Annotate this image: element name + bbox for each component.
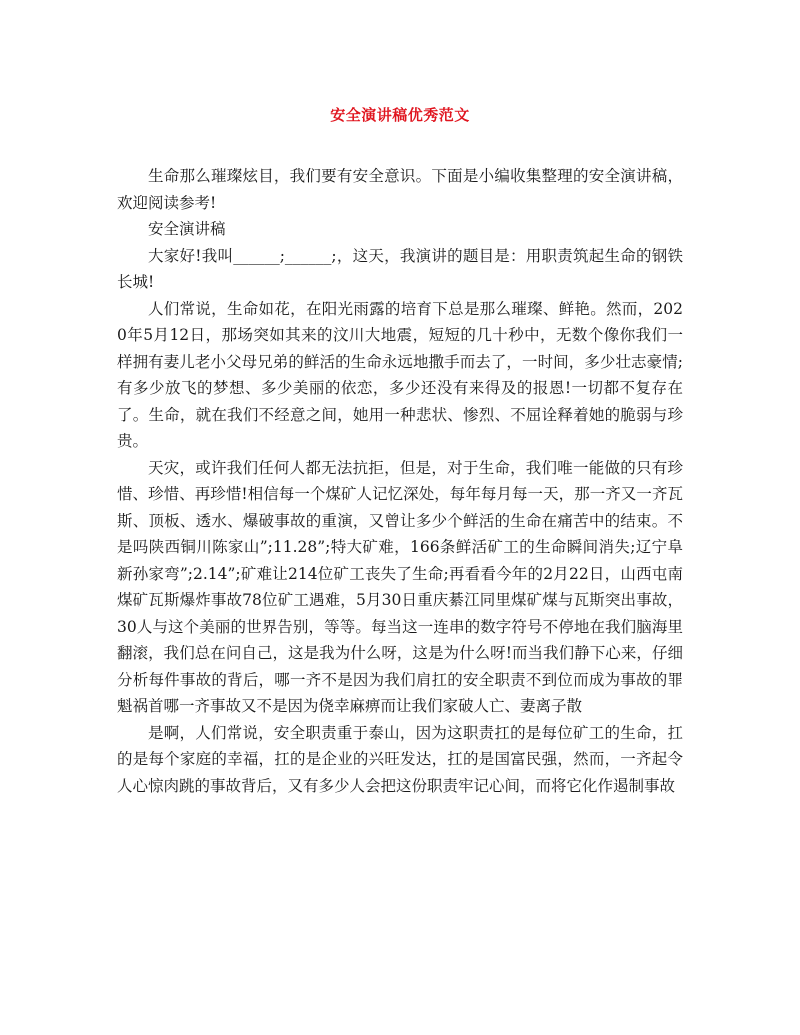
paragraph-intro: 生命那么璀璨炫目，我们要有安全意识。下面是小编收集整理的安全演讲稿，欢迎阅读参考!	[117, 167, 683, 212]
document-body	[117, 163, 683, 799]
paragraph-greeting: 大家好!我叫______;______;，这天，我演讲的题目是：用职责筑起生命的钢铁长城!	[117, 246, 683, 291]
paragraph-responsibility: 是啊，人们常说，安全职责重于泰山，因为这职责扛的是每位矿工的生命，扛的是每个家庭的幸福，扛的是企业的兴旺发达，扛的是国富民强，然而，一齐起令人心惊肉跳的事故背后，又有多少人会把这份职责牢记心间，而将它化作遏制事故	[117, 723, 683, 795]
paragraph-subheading: 安全演讲稿	[148, 220, 226, 238]
paragraph-earthquake: 人们常说，生命如花，在阳光雨露的培育下总是那么璀璨、鲜艳。然而，2020年5月12日，那场突如其来的汶川大地震，短短的几十秒中，无数个像你我们一样拥有妻儿老小父母兄弟的鲜活的生命永远地撒手而去了，一时间，多少壮志豪情;有多少放飞的梦想、多少美丽的依恋，多少还没有来得及的报恩!一切都不复存在了。生命，就在我们不经意之间，她用一种悲状、惨烈、不屈诠释着她的脆弱与珍贵。	[117, 299, 683, 450]
paragraph-disasters: 天灾，或许我们任何人都无法抗拒，但是，对于生命，我们唯一能做的只有珍惜、珍惜、再珍惜!相信每一个煤矿人记忆深处，每年每月每一天，那一齐又一齐瓦斯、顶板、透水、爆破事故的重演，又曾让多少个鲜活的生命在痛苦中的结束。不是吗陕西铜川陈家山”;11.28”;特大矿难，166条鲜活矿工的生命瞬间消失;辽宁阜新孙家弯”;2.14”;矿难让214位矿工丧失了生命;再看看今年的2月22日，山西屯南煤矿瓦斯爆炸事故78位矿工遇难，5月30日重庆綦江同里煤矿煤与瓦斯突出事故，30人与这个美丽的世界告别，等等。每当这一连串的数字符号不停地在我们脑海里翻滚，我们总在问自己，这是我为什么呀，这是为什么呀!而当我们静下心来，仔细分析每件事故的背后，哪一齐不是因为我们肩扛的安全职责不到位而成为事故的罪魁祸首哪一齐事故又不是因为侥幸麻痹而让我们家破人亡、妻离子散	[117, 458, 683, 715]
document-title: 安全演讲稿优秀范文	[330, 106, 470, 124]
